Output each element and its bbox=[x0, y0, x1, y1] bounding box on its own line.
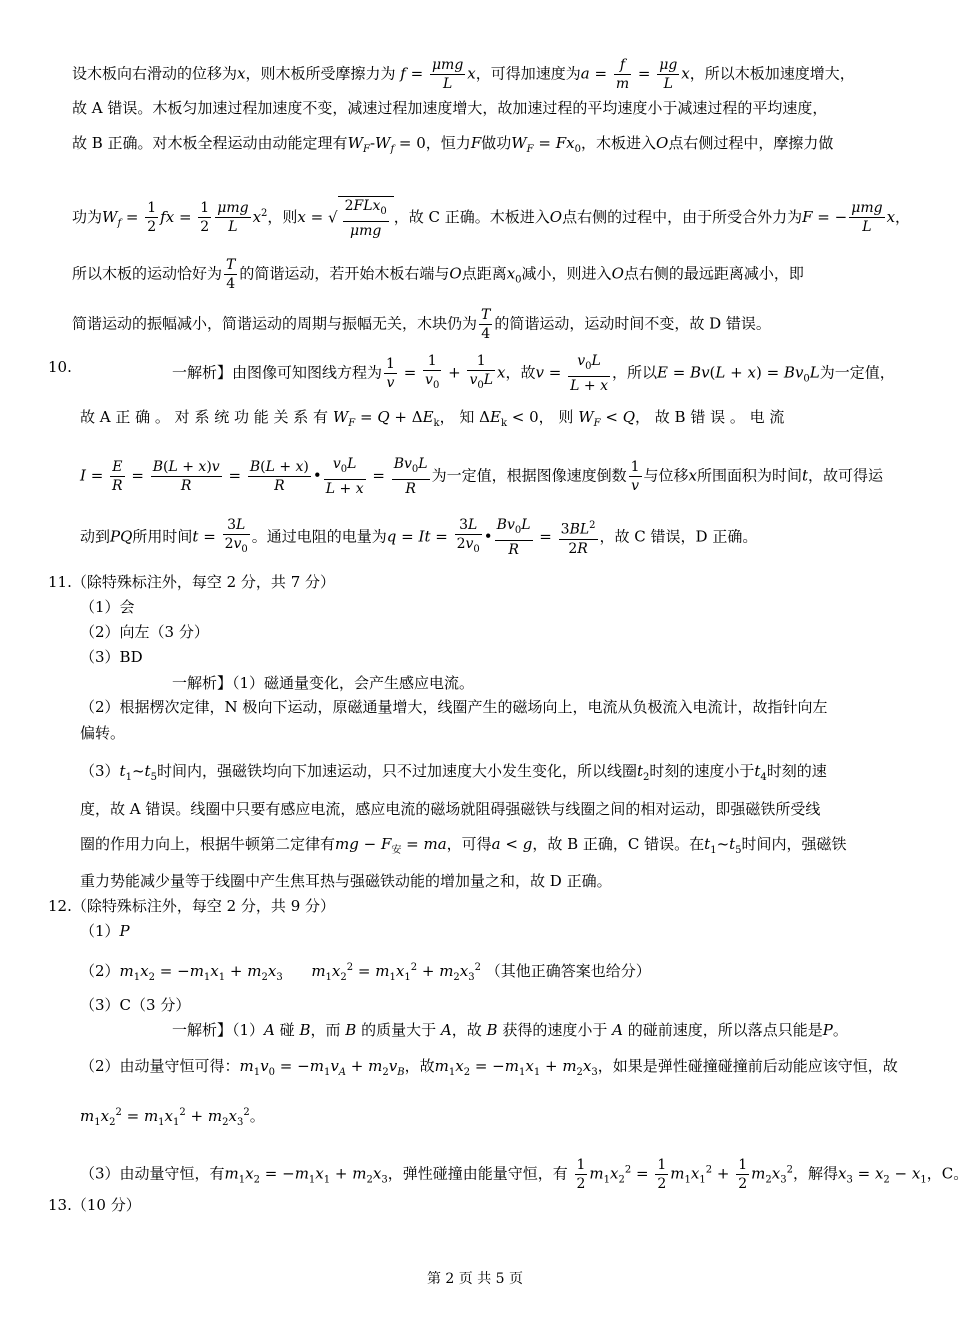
page-footer: 第 2 页 共 5 页 bbox=[426, 1271, 524, 1287]
q9-line-5: 所以木板的运动恰好为 $\frac{T}{4}$ 的简谐运动，若开始木板右端与O点距离$x_0$减小，则进入O点右侧的最远距离减小，即 bbox=[72, 257, 804, 292]
q10-line-2: 故 A 正 确 。 对 系 统 功 能 关 系 有 $W_F = Q + \Delta E_k$， 知 $\Delta E_k < 0$， 则 $W_F < Q$， 故 B 错 误 。 电 流 bbox=[80, 408, 785, 429]
q9-line-2: 故 A 错误。木板匀加速过程加速度不变，减速过程加速度增大，故加速过程的平均速度小于减速过程的平均速度， bbox=[72, 99, 828, 117]
q11-analysis-2: （2）根据楞次定律，N 极向下运动，原磁通量增大，线圈产生的磁场向上，电流从负极流入电流计，故指针向左 bbox=[80, 698, 828, 716]
q10-line-3: I = $\frac{E}{R}$ = $\frac{B(L + x)v}{R}$ = $\frac{B(L + x)}{R}$ • $\frac{v_0L}{L + x}$ = $\frac{Bv_0L}{R}$ 为一定值，根据图像速度倒数 $\frac{1}{v}$ 与位移x所围面积为时间t，故可得运 bbox=[80, 456, 884, 497]
q11-analysis-4: $(3)t_1\sim t_5$时间内，强磁铁均向下加速运动，只不过加速度大小发生变化，所以线圈$t_2$时刻的速度小于$t_4$时刻的速 bbox=[80, 762, 827, 783]
q11-analysis-7: 重力势能减少量等于线圈中产生焦耳热与强磁铁动能的增加量之和，故 D 正确。 bbox=[80, 872, 612, 890]
q12-analysis-1: 一解析】（1）A 碰 B，而 B 的质量大于 A，故 B 获得的速度小于 A 的碰前速度，所以落点只能是P。 bbox=[172, 1021, 848, 1039]
q12-answer-1: （1）P bbox=[80, 922, 130, 940]
q12-answer-3: （3）C（3 分） bbox=[80, 996, 191, 1014]
q12-analysis-4: （3）由动量守恒，有$m_1x_2 = -m_1x_1 + m_2x_3$，弹性碰撞由能量守恒，有 $\frac{1}{2}$ $m_1x_2^2$ = $\frac{1}{2}$ $m_1x_1^2$ + $\frac{1}{2}$ $m_2x_3^2$，解得$x_3 = x_2 - x_1$，C。 bbox=[80, 1157, 968, 1192]
q11-analysis-3: 偏转。 bbox=[80, 724, 126, 742]
q10-line-1: 一解析】由图像可知图线方程为 $\frac{1}{v}$ = $\frac{1}{v_0}$ + $\frac{1}{v_0L}$ x，故v = $\frac{v_0L}{L + x}$ ，所以$E = Bv(L + x) = Bv_0L$为一定值， bbox=[172, 353, 895, 394]
q9-line-6: 简谐运动的振幅减小，简谐运动的周期与振幅无关，木块仍为 $\frac{T}{4}$ 的简谐运动，运动时间不变，故 D 错误。 bbox=[72, 307, 771, 342]
q11-answer-2: （2）向左（3 分） bbox=[80, 623, 209, 641]
q9-line-1: 设木板向右滑动的位移为x，则木板所受摩擦力为 f = $\frac{\text{μmg}}{L}$ x，可得加速度为a = $\frac{f}{m}$ = $\frac{\mu g}{L}$ x，所以木板加速度增大， bbox=[72, 57, 855, 92]
q10-number: 10. bbox=[48, 358, 72, 376]
q13-heading: 13.（10 分） bbox=[48, 1196, 141, 1214]
q12-heading: 12.（除特殊标注外，每空 2 分，共 9 分） bbox=[48, 897, 336, 915]
q11-answer-1: （1）会 bbox=[80, 598, 135, 616]
q10-line-4: 动到PQ所用时间t = $\frac{3L}{2v_0}$ 。通过电阻的电量为q = It = $\frac{3L}{2v_0}$ • $\frac{Bv_0L}{R}$ = $\frac{3BL^2}{2R}$ ，故 C 错误，D 正确。 bbox=[80, 517, 758, 558]
q12-answer-2: $(2)m_1x_2 = -m_1x_1 + m_2x_3$ $m_1x_2^2 = m_1x_1^2 + m_2x_3^2$ （其他正确答案也给分） bbox=[80, 962, 651, 983]
q11-analysis-5: 度，故 A 错误。线圈中只要有感应电流，感应电流的磁场就阻碍强磁铁与线圈之间的相对运动，即强磁铁所受线 bbox=[80, 800, 821, 818]
q12-analysis-3: $m_1x_2^2 = m_1x_1^2 + m_2x_3^2$。 bbox=[80, 1107, 265, 1128]
q9-line-3: 故 B 正确。对木板全程运动由动能定理有$W_F-W_f = 0$，恒力F做功$W_F = Fx_0$，木板进入O点右侧过程中，摩擦力做 bbox=[72, 134, 834, 155]
q11-heading: 11.（除特殊标注外，每空 2 分，共 7 分） bbox=[48, 573, 336, 591]
q11-analysis-1: 一解析】（1）磁通量变化，会产生感应电流。 bbox=[172, 674, 475, 692]
q11-answer-3: （3）BD bbox=[80, 648, 143, 666]
q9-line-4: 功为$W_f$ = $\frac{1}{2}$ fx = $\frac{1}{2}$ $\frac{\text{μmg}}{L}$ $x^2$，则x = √ $\frac{2FLx_0}{\text{μmg}}$ ，故 C 正确。木板进入O点右侧的过程中，由于所受合外力为F = − $\frac{\text{μmg}}{L}$ x， bbox=[72, 198, 911, 239]
q11-analysis-6: 圈的作用力向上，根据牛顿第二定律有mg − $F_安$ = ma，可得a < g，故 B 正确，C 错误。在$t_1\sim t_5$时间内，强磁铁 bbox=[80, 835, 847, 856]
q12-analysis-2: （2）由动量守恒可得：$m_1v_0 = -m_1v_A + m_2v_B$，故$m_1x_2 = -m_1x_1 + m_2x_3$，如果是弹性碰撞碰撞前后动能应该守恒，故 bbox=[80, 1057, 898, 1078]
